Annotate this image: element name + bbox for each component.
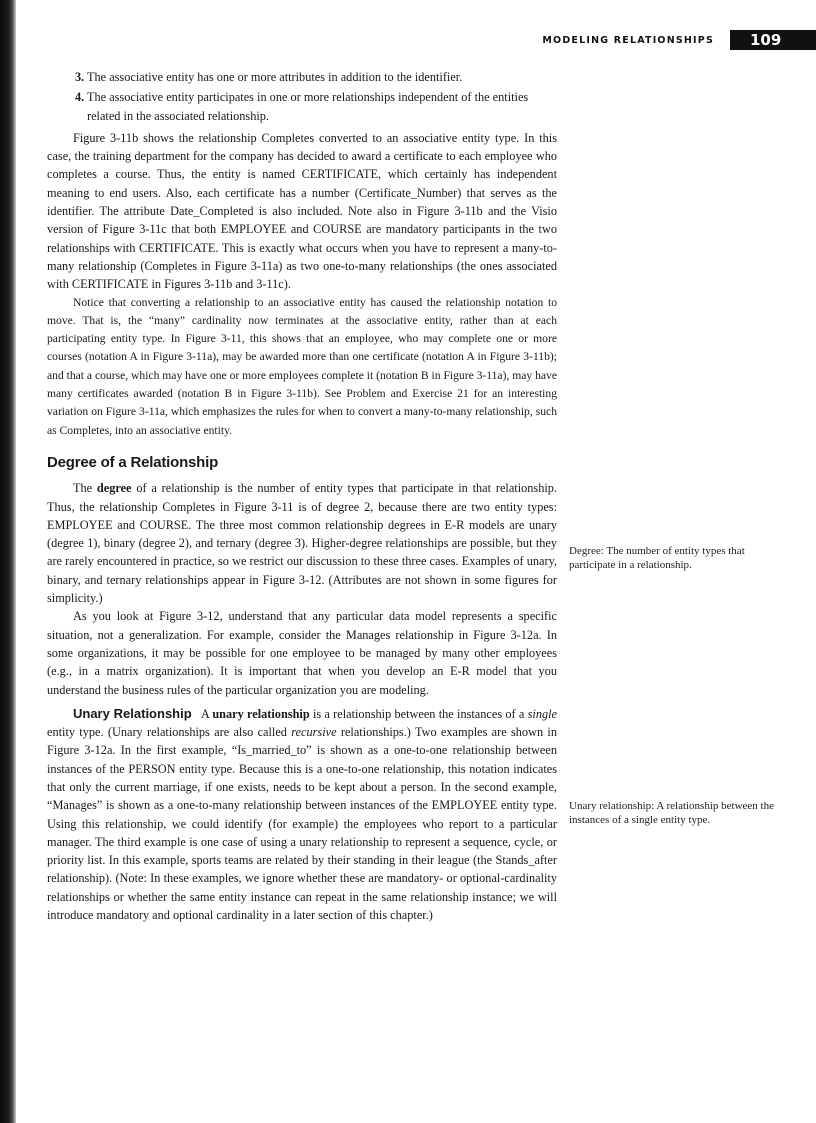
margin-note-degree: [569, 544, 779, 572]
unary-text-c: entity type. (Unary relationships are also called: [47, 725, 292, 740]
degree-term: degree: [96, 481, 132, 496]
degree-text-before: The: [73, 481, 97, 496]
unary-text-a: A: [200, 706, 213, 721]
paragraph-specific-situation: As you look at Figure 3-12, understand that any particular data model represents a specific situation, not a generalization. For example, consider the Manages relationship in Figure 3-12a. In some organizations, it may be possible for one employee to be managed by many other employees (e.g., in a matrix organization). It is important that when you develop an E-R model that you understand the business rules of the particular organization you are modeling.: [47, 609, 557, 697]
unary-text-b: is a relationship between the instances of a: [309, 706, 528, 721]
margin-note-unary: [569, 799, 779, 827]
main-text: [47, 68, 557, 924]
page-number: 109: [730, 30, 816, 50]
paragraph-certificate: Figure 3-11b shows the relationship Completes converted to an associative entity type. In this case, the training department for the company has decided to award a certificate to each employee who completes a course. Thus, the entity is named CERTIFICATE, which certainly has independent meaning to end users. Also, each certificate has a number (Certificate_Number) that serves as the identifier. The attribute Date_Completed is also included. Note also in Figure 3-11b and the Visio version of Figure 3-11c that both EMPLOYEE and COURSE are mandatory participants in the two relationships with CERTIFICATE. This is exactly what occurs when you have to represent a many-to-many relationship (Completes in Figure 3-11a) as two one-to-many relationships (the ones associated with CERTIFICATE in Figures 3-11b and 3-11c).: [47, 130, 557, 292]
margin-note-term: Unary relationship:: [569, 800, 655, 812]
running-head: MODELING RELATIONSHIPS: [542, 34, 714, 46]
paragraph-notation: Notice that converting a relationship to an associative entity has caused the relationship notation to move. That is, the “many” cardinality now terminates at the associative entity, rather than at each participating entity type. In Figure 3-11, this shows that an employee, who may complete one or more courses (notation A in Figure 3-11a), may be awarded more than one certificate (notation A in Figure 3-11b); and that a course, which may have one or more employees complete it (notation B in Figure 3-11a), may have many certificates awarded (notation B in Figure 3-11b). See Problem and Exercise 21 for an interesting variation on Figure 3-11a, which emphasizes the rules for when to convert a many-to-many relationship, such as Completes, into an associative entity.: [47, 295, 557, 437]
list-item-number: 4.: [75, 90, 85, 105]
list-item-text: The associative entity has one or more attributes in addition to the identifier.: [87, 70, 463, 84]
paragraph-unary: [47, 705, 557, 925]
unary-text-d: relationships.) Two examples are shown in Figure 3-12a. In the first example, “Is_married_to” is shown as a one-to-one relationship between instances of the PERSON entity type. Because this is a one-to-one relationship, this notation indicates that only the current marriage, if one exists, needs to be kept about a person. In the second example, “Manages” is shown as a one-to-many relationship between instances of the EMPLOYEE entity type. Using this relationship, we could identify (for example) the employees who report to a particular manager. The third example is one case of using a unary relationship to represent a sequence, cycle, or priority list. In this example, sports teams are related by their standing in their league (the Stands_after relationship). (Note: In these examples, we ignore whether these are mandatory- or optional-cardinality relationships or whether the same entity instance can repeat in the same relationship instance; we will introduce mandatory and optional cardinality in a later section of this chapter.): [47, 725, 557, 923]
scan-edge: [0, 0, 16, 1123]
margin-note-text: A relationship between the instances of a single entity type.: [569, 800, 774, 826]
unary-single: single: [527, 706, 558, 721]
list-item: [47, 88, 557, 125]
unary-recursive: recursive: [291, 725, 337, 740]
margin-note-term: Degree:: [569, 545, 604, 557]
margin-note-text: The number of entity types that participate in a relationship.: [569, 545, 745, 571]
page-header: [542, 30, 816, 50]
numbered-list: [47, 68, 557, 125]
list-item: [47, 68, 557, 86]
unary-heading: Unary Relationship: [73, 705, 192, 721]
list-item-number: 3.: [75, 70, 85, 84]
paragraph-degree: [47, 479, 557, 607]
unary-term: unary relationship: [212, 706, 310, 721]
section-heading: Degree of a Relationship: [47, 453, 219, 471]
degree-text-after: of a relationship is the number of entity types that participate in that relationship. Thus, the relationship Completes in Figure 3-11 is of degree 2, because there are two entity types: EMPLOYEE and COURSE. The three most common relationship degrees in E-R models are unary (degree 1), binary (degree 2), and ternary (degree 3). Higher-degree relationships are possible, but they are rarely encountered in practice, so we restrict our discussion to these three cases. Examples of unary, binary, and ternary relationships appear in Figure 3-12. (Attributes are not shown in some figures for simplicity.): [47, 481, 557, 606]
list-item-text: The associative entity participates in one or more relationships independent of the entities related in the associated relationship.: [87, 90, 529, 123]
